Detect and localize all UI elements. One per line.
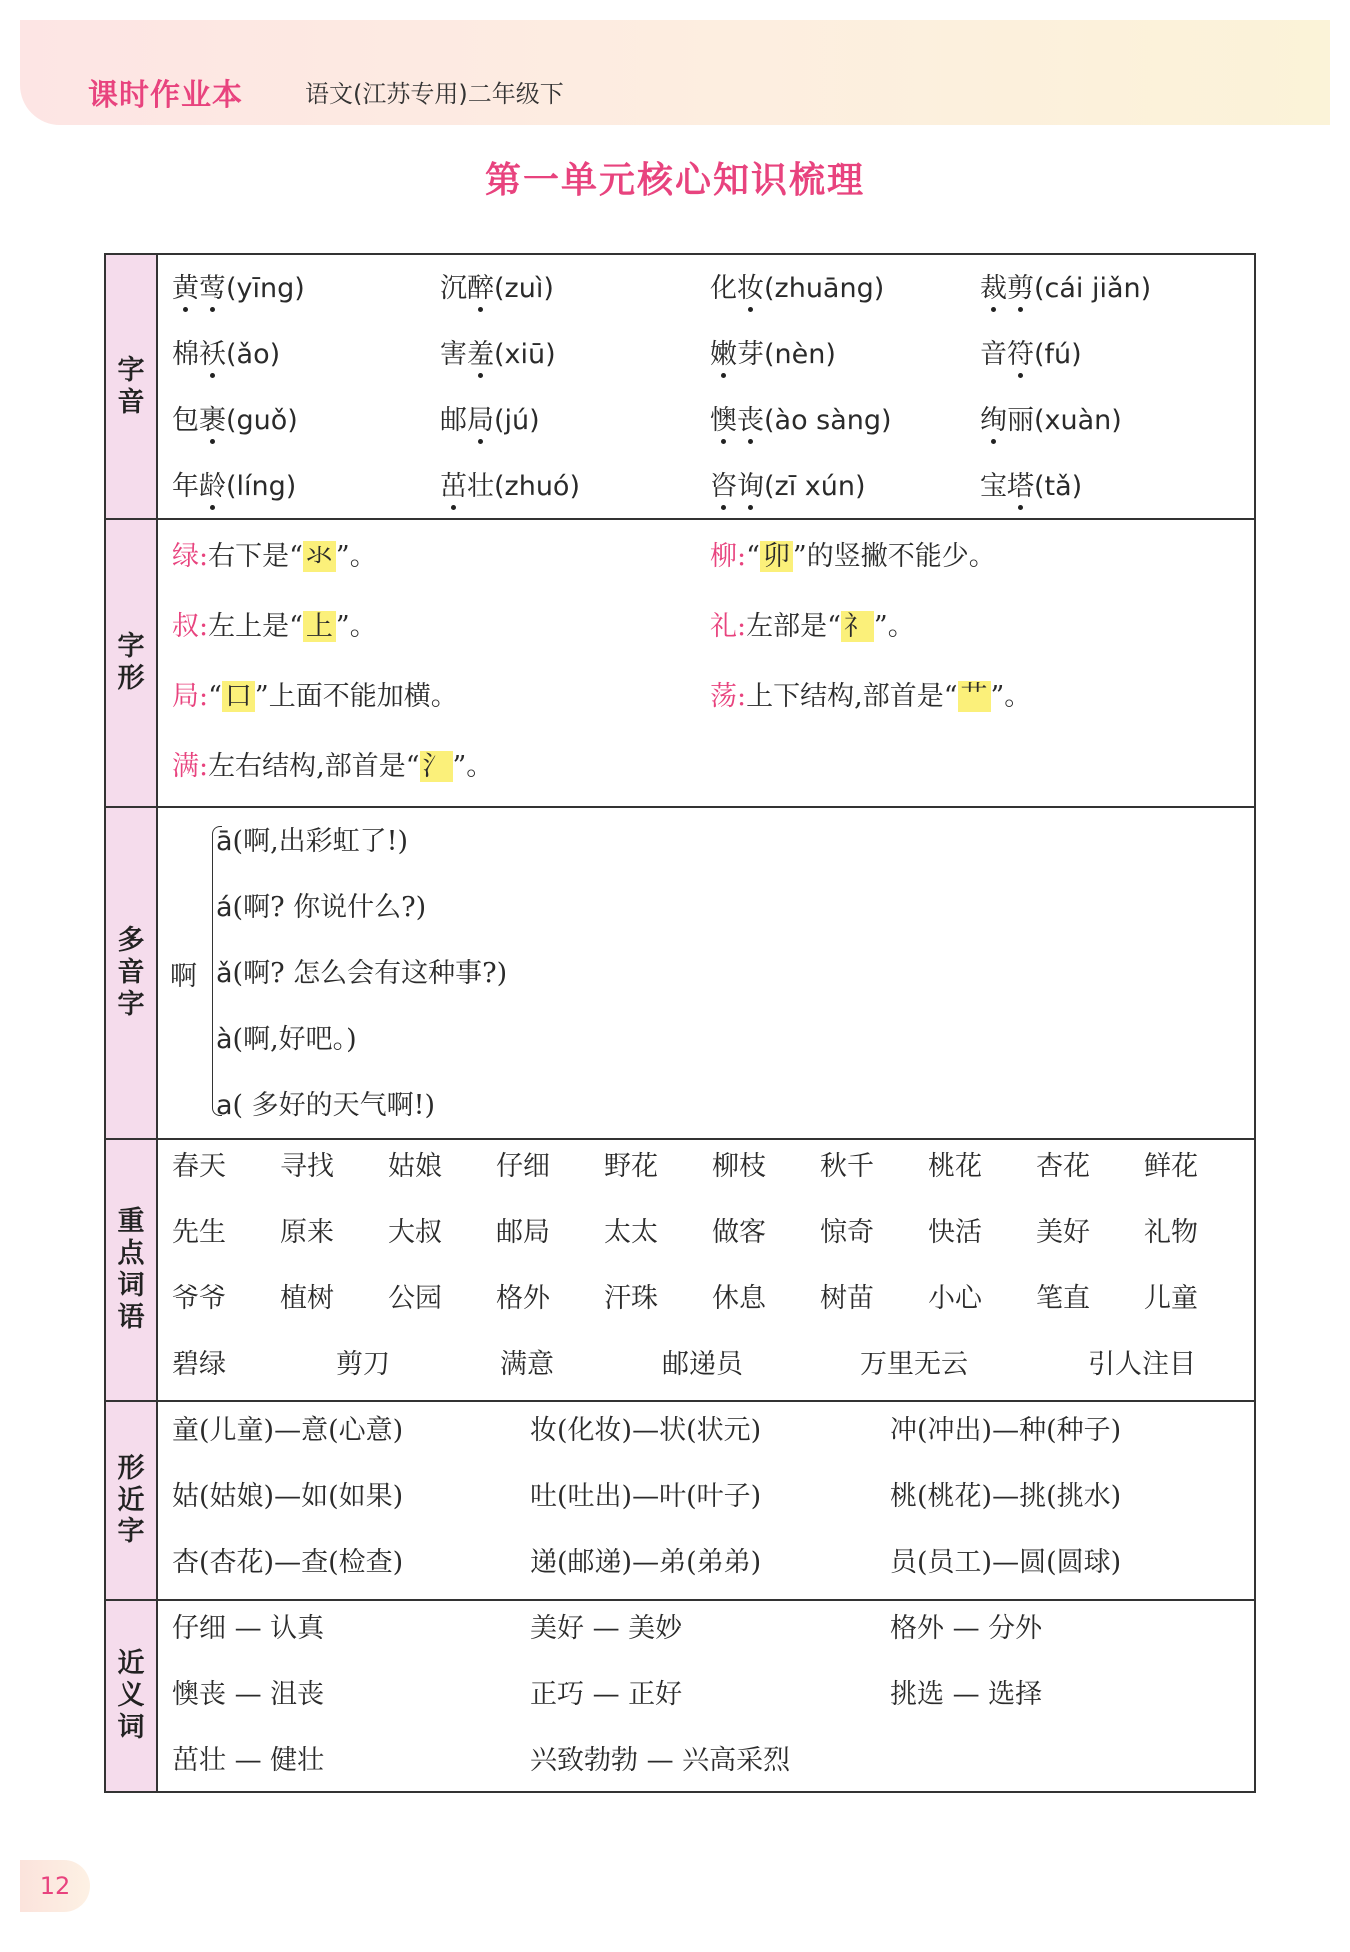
hanzi-char: 邮 [440,405,467,436]
similar-char-pair: 姑(姑娘)—如(如果) [172,1481,404,1512]
hanzi-char: 芽 [737,339,764,370]
pinyin-entry [710,404,892,438]
zixing-char: 叔 [172,611,199,642]
hanzi-char: 嫩 [710,339,737,370]
similar-char-pair: 桃(桃花)—挑(挑水) [890,1481,1122,1512]
key-word: 邮局 [496,1217,550,1248]
synonym-pair: 格外 — 分外 [890,1613,1043,1644]
key-word: 秋千 [820,1151,874,1182]
pinyin-text: (zhuāng) [764,273,885,304]
key-word: 原来 [280,1217,334,1248]
zixing-pre: 左右结构,部首是“ [208,751,420,782]
key-word: 惊奇 [820,1217,874,1248]
hanzi-char: 咨 [710,471,737,502]
zixing-entry [172,610,377,644]
key-word: 礼物 [1144,1217,1198,1248]
zixing-sep: : [199,681,209,712]
key-word: 桃花 [928,1151,982,1182]
key-word: 姑娘 [388,1151,442,1182]
pinyin-text: (zī xún) [764,471,866,502]
pinyin-text: (zuì) [494,273,554,304]
key-word: 万里无云 [860,1349,968,1380]
hanzi-char: 局 [467,405,494,436]
similar-char-pair: 杏(杏花)—查(检查) [172,1547,404,1578]
key-word: 太太 [604,1217,658,1248]
brace-icon [212,826,222,1116]
zixing-sep: : [737,541,747,572]
key-word: 先生 [172,1217,226,1248]
label-zi-xing: 字 形 [106,520,158,806]
duoyin-char: 啊 [170,961,197,992]
key-word: 剪刀 [336,1349,390,1380]
zixing-entry [172,540,377,574]
zixing-key: 氺 [303,541,336,572]
zixing-key: 卯 [760,541,793,572]
key-word: 杏花 [1036,1151,1090,1182]
pinyin-entry [172,338,280,372]
brand-title: 课时作业本 [88,78,243,113]
key-word: 野花 [604,1151,658,1182]
duoyin-entry [216,891,426,925]
zixing-entry [710,610,915,644]
key-word: 公园 [388,1283,442,1314]
key-word: 邮递员 [662,1349,743,1380]
key-word: 笔直 [1036,1283,1090,1314]
key-word: 儿童 [1144,1283,1198,1314]
duoyin-example: (啊,出彩虹了!) [232,826,409,857]
pinyin-entry [172,470,296,504]
duoyin-pinyin: à [216,1024,233,1055]
hanzi-char: 黄 [172,273,199,304]
zixing-key: 艹 [958,681,991,712]
hanzi-char: 剪 [1007,273,1034,304]
book-subtitle: 语文(江苏专用)二年级下 [305,80,564,108]
zixing-char: 局 [172,681,199,712]
zixing-pre: 上下结构,部首是“ [746,681,958,712]
hanzi-char: 宝 [980,471,1007,502]
key-word: 爷爷 [172,1283,226,1314]
pinyin-text: (xiū) [494,339,556,370]
pinyin-text: (jú) [494,405,540,436]
duoyin-example: (啊? 你说什么?) [232,892,427,923]
key-word: 碧绿 [172,1349,226,1380]
zixing-key: 氵 [420,751,453,782]
zixing-sep: : [199,611,209,642]
hanzi-char: 丧 [737,405,764,436]
similar-char-pair: 童(儿童)—意(心意) [172,1415,404,1446]
pinyin-entry [980,272,1151,306]
key-word: 树苗 [820,1283,874,1314]
zixing-key: 口 [222,681,255,712]
key-word: 引人注目 [1088,1349,1196,1380]
duoyin-pinyin: a [216,1090,233,1121]
hanzi-char: 莺 [199,273,226,304]
page-title: 第一单元核心知识梳理 [484,160,865,201]
synonym-pair: 正巧 — 正好 [530,1679,683,1710]
synonym-pair: 兴致勃勃 — 兴高采烈 [530,1745,791,1776]
key-word: 格外 [496,1283,550,1314]
similar-char-pair: 员(员工)—圆(圆球) [890,1547,1122,1578]
similar-char-pair: 递(邮递)—弟(弟弟) [530,1547,762,1578]
hanzi-char: 懊 [710,405,737,436]
key-word: 大叔 [388,1217,442,1248]
hanzi-char: 询 [737,471,764,502]
zixing-post: ”。 [452,751,494,782]
key-word: 做客 [712,1217,766,1248]
hanzi-char: 音 [980,339,1007,370]
zixing-pre: 左部是“ [746,611,841,642]
pinyin-text: (ǎo) [226,339,281,370]
zixing-pre: 左上是“ [208,611,303,642]
zixing-sep: : [199,541,209,572]
pinyin-text: (líng) [226,471,297,502]
zixing-post: ”。 [873,611,915,642]
hanzi-char: 醉 [467,273,494,304]
hanzi-char: 沉 [440,273,467,304]
pinyin-text: (cái jiǎn) [1034,273,1152,304]
key-word: 植树 [280,1283,334,1314]
pinyin-text: (nèn) [764,339,836,370]
pinyin-text: (fú) [1034,339,1082,370]
duoyin-pinyin: á [216,892,233,923]
key-word: 小心 [928,1283,982,1314]
pinyin-text: (ào sàng) [764,405,892,436]
synonym-pair: 仔细 — 认真 [172,1613,325,1644]
similar-char-pair: 吐(吐出)—叶(叶子) [530,1481,762,1512]
synonym-pair: 美好 — 美妙 [530,1613,683,1644]
key-word: 满意 [500,1349,554,1380]
duoyin-entry [216,957,507,991]
hanzi-char: 棉 [172,339,199,370]
duoyin-pinyin: ā [216,826,233,857]
zixing-char: 满 [172,751,199,782]
synonym-pair: 茁壮 — 健壮 [172,1745,325,1776]
pinyin-entry [980,338,1082,372]
key-word: 仔细 [496,1151,550,1182]
pinyin-entry [172,404,298,438]
pinyin-text: (xuàn) [1034,405,1122,436]
label-xingjinzi: 形 近 字 [106,1402,158,1599]
hanzi-char: 袄 [199,339,226,370]
zixing-post: ”上面不能加横。 [254,681,458,712]
hanzi-char: 绚 [980,405,1007,436]
zixing-key: 礻 [841,611,874,642]
hanzi-char: 害 [440,339,467,370]
key-word: 春天 [172,1151,226,1182]
pinyin-entry [440,272,554,306]
zixing-char: 荡 [710,681,737,712]
key-word: 寻找 [280,1151,334,1182]
hanzi-char: 塔 [1007,471,1034,502]
pinyin-text: (guǒ) [226,405,298,436]
zixing-entry [710,680,1031,714]
duoyin-example: (啊,好吧。) [232,1024,357,1055]
duoyin-entry [216,1023,357,1057]
zixing-sep: : [737,681,747,712]
key-word: 汗珠 [604,1283,658,1314]
pinyin-text: (tǎ) [1034,471,1083,502]
pinyin-entry [172,272,305,306]
hanzi-char: 茁 [440,471,467,502]
zixing-sep: : [199,751,209,782]
key-word: 快活 [928,1217,982,1248]
hanzi-char: 裁 [980,273,1007,304]
synonym-pair: 懊丧 — 沮丧 [172,1679,325,1710]
label-duoyinzi: 多 音 字 [106,808,158,1138]
pinyin-entry [980,404,1122,438]
similar-char-pair: 冲(冲出)—种(种子) [890,1415,1122,1446]
zixing-entry [172,750,493,784]
duoyin-example: (啊? 怎么会有这种事?) [232,958,508,989]
key-word: 美好 [1036,1217,1090,1248]
hanzi-char: 裹 [199,405,226,436]
zixing-post: ”。 [335,611,377,642]
pinyin-entry [440,404,540,438]
hanzi-char: 妆 [737,273,764,304]
key-word: 休息 [712,1283,766,1314]
duoyin-example: ( 多好的天气啊!) [232,1090,436,1121]
zixing-pre: “ [208,681,222,712]
zixing-post: ”。 [335,541,377,572]
zixing-entry [172,680,458,714]
zixing-sep: : [737,611,747,642]
pinyin-entry [710,272,884,306]
synonym-pair: 挑选 — 选择 [890,1679,1043,1710]
pinyin-text: (yīng) [226,273,305,304]
label-jinyici: 近 义 词 [106,1601,158,1791]
hanzi-char: 年 [172,471,199,502]
label-zi-yin: 字 音 [106,255,158,518]
duoyin-entry [216,1089,435,1123]
hanzi-char: 丽 [1007,405,1034,436]
zixing-char: 柳 [710,541,737,572]
zixing-entry [710,540,996,574]
zixing-char: 绿 [172,541,199,572]
zixing-key: 上 [303,611,336,642]
duoyin-entry [216,825,408,859]
hanzi-char: 符 [1007,339,1034,370]
zixing-post: ”。 [990,681,1032,712]
pinyin-entry [980,470,1082,504]
label-zhongdian: 重 点 词 语 [106,1140,158,1400]
zixing-pre: 右下是“ [208,541,303,572]
hanzi-char: 龄 [199,471,226,502]
key-word: 鲜花 [1144,1151,1198,1182]
hanzi-char: 化 [710,273,737,304]
pinyin-text: (zhuó) [494,471,580,502]
pinyin-entry [710,338,836,372]
similar-char-pair: 妆(化妆)—状(状元) [530,1415,762,1446]
hanzi-char: 包 [172,405,199,436]
zixing-pre: “ [746,541,760,572]
hanzi-char: 壮 [467,471,494,502]
page-number: 12 [20,1860,90,1912]
pinyin-entry [440,470,580,504]
zixing-post: ”的竖撇不能少。 [792,541,996,572]
duoyin-pinyin: ǎ [216,958,233,989]
key-word: 柳枝 [712,1151,766,1182]
hanzi-char: 羞 [467,339,494,370]
zixing-char: 礼 [710,611,737,642]
pinyin-entry [440,338,556,372]
pinyin-entry [710,470,866,504]
